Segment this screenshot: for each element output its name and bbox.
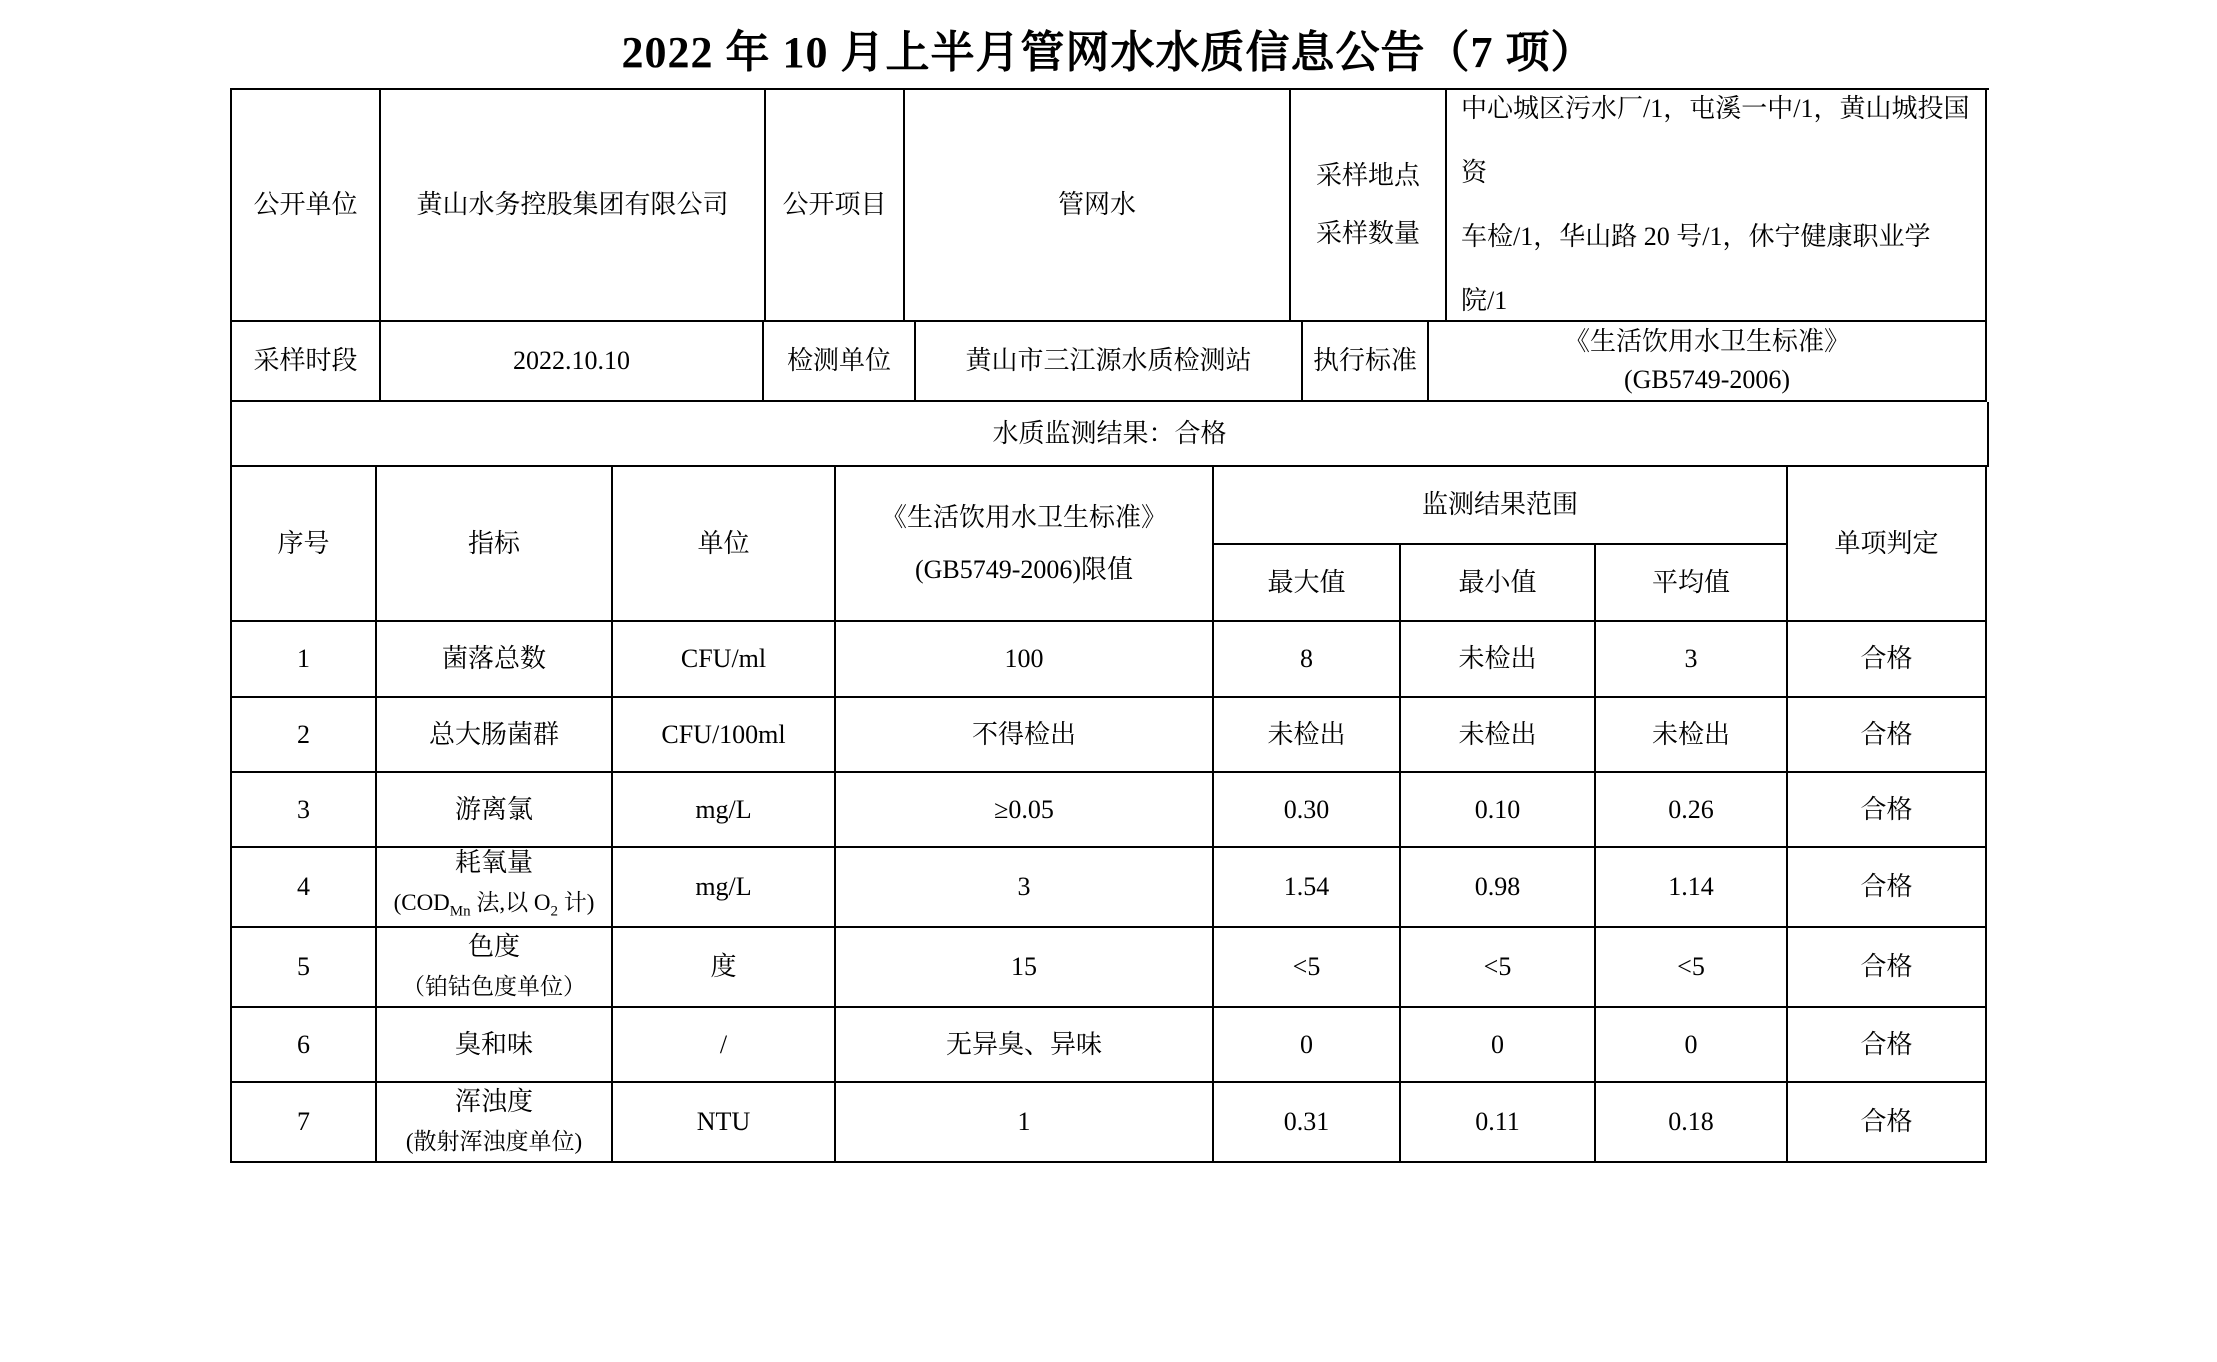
cell-min: 未检出 bbox=[1401, 622, 1596, 698]
indicator-line2: ($COD_{Mn}$ 法,以 $O_2$ 计) bbox=[393, 889, 595, 920]
indicator-line2: (散射浑浊度单位) bbox=[405, 1129, 583, 1154]
cell-judgement: 合格 bbox=[1788, 848, 1987, 928]
cell-limit: ≥0.05 bbox=[836, 773, 1214, 848]
table-row bbox=[232, 773, 1989, 848]
table-row bbox=[232, 928, 1989, 1008]
cell-avg: 0.18 bbox=[1596, 1083, 1788, 1163]
cell-min: 0.98 bbox=[1401, 848, 1596, 928]
cell-seq: 6 bbox=[232, 1008, 377, 1083]
cell-max: 8 bbox=[1214, 622, 1401, 698]
cell-avg: 0 bbox=[1596, 1008, 1788, 1083]
cell-unit: NTU bbox=[613, 1083, 836, 1163]
standard-value bbox=[1429, 322, 1987, 402]
info-row-1 bbox=[232, 90, 1989, 322]
header-limit-line1: 《生活饮用水卫生标准》 bbox=[880, 502, 1167, 532]
cell-limit: 15 bbox=[836, 928, 1214, 1008]
cell-limit: 无异臭、异味 bbox=[836, 1008, 1214, 1083]
cell-limit: 1 bbox=[836, 1083, 1214, 1163]
cell-min: 0.10 bbox=[1401, 773, 1596, 848]
cell-judgement: 合格 bbox=[1788, 928, 1987, 1008]
cell-seq: 3 bbox=[232, 773, 377, 848]
cell-seq: 2 bbox=[232, 698, 377, 773]
cell-seq: 7 bbox=[232, 1083, 377, 1163]
sampling-value-line1: 中心城区污水厂/1，屯溪一中/1，黄山城投国资 bbox=[1461, 94, 1970, 187]
cell-judgement: 合格 bbox=[1788, 1008, 1987, 1083]
cell-unit: mg/L bbox=[613, 848, 836, 928]
cell-avg: 0.26 bbox=[1596, 773, 1788, 848]
info-row-2 bbox=[232, 322, 1989, 402]
cell-unit: 度 bbox=[613, 928, 836, 1008]
sampling-value-line2: 车检/1，华山路 20 号/1，休宁健康职业学院/1 bbox=[1461, 222, 1931, 315]
cell-limit: 100 bbox=[836, 622, 1214, 698]
standard-value-line1: 《生活饮用水卫生标准》 bbox=[1563, 327, 1850, 356]
cell-max: 1.54 bbox=[1214, 848, 1401, 928]
sampling-period-label: 采样时段 bbox=[232, 322, 381, 402]
cell-limit: 不得检出 bbox=[836, 698, 1214, 773]
cell-judgement: 合格 bbox=[1788, 622, 1987, 698]
cell-limit: 3 bbox=[836, 848, 1214, 928]
cell-indicator: 菌落总数 bbox=[377, 622, 613, 698]
cell-indicator bbox=[377, 928, 613, 1008]
cell-unit: CFU/100ml bbox=[613, 698, 836, 773]
cell-seq: 4 bbox=[232, 848, 377, 928]
sampling-value bbox=[1447, 90, 1987, 322]
cell-judgement: 合格 bbox=[1788, 1083, 1987, 1163]
open-item-label: 公开项目 bbox=[766, 90, 905, 322]
cell-max: <5 bbox=[1214, 928, 1401, 1008]
table-row bbox=[232, 848, 1989, 928]
standard-label: 执行标准 bbox=[1303, 322, 1429, 402]
cell-min: 0.11 bbox=[1401, 1083, 1596, 1163]
cell-seq: 1 bbox=[232, 622, 377, 698]
cell-unit: mg/L bbox=[613, 773, 836, 848]
indicator-line1: 浑浊度 bbox=[454, 1087, 533, 1116]
sampling-label bbox=[1291, 90, 1447, 322]
document-title: 2022 年 10 月上半月管网水水质信息公告（7 项） bbox=[621, 28, 1596, 77]
table-header bbox=[232, 467, 1989, 622]
header-limit-line2: (GB5749-2006)限值 bbox=[914, 554, 1134, 584]
cell-avg: 未检出 bbox=[1596, 698, 1788, 773]
cell-indicator: 总大肠菌群 bbox=[377, 698, 613, 773]
header-avg: 平均值 bbox=[1596, 545, 1788, 622]
cell-indicator: 臭和味 bbox=[377, 1008, 613, 1083]
cell-avg: <5 bbox=[1596, 928, 1788, 1008]
sampling-label-line2: 采样数量 bbox=[1315, 219, 1420, 248]
cell-indicator: 游离氯 bbox=[377, 773, 613, 848]
header-min: 最小值 bbox=[1401, 545, 1596, 622]
open-unit-label: 公开单位 bbox=[232, 90, 381, 322]
test-unit-label: 检测单位 bbox=[764, 322, 916, 402]
cell-seq: 5 bbox=[232, 928, 377, 1008]
header-seq: 序号 bbox=[232, 467, 377, 622]
cell-indicator bbox=[377, 848, 613, 928]
header-limit bbox=[836, 467, 1214, 622]
indicator-line1: 色度 bbox=[467, 932, 520, 961]
cell-max: 0.30 bbox=[1214, 773, 1401, 848]
cell-judgement: 合格 bbox=[1788, 698, 1987, 773]
cell-unit: CFU/ml bbox=[613, 622, 836, 698]
table-row bbox=[232, 1008, 1989, 1083]
header-max: 最大值 bbox=[1214, 545, 1401, 622]
open-unit-value: 黄山水务控股集团有限公司 bbox=[381, 90, 766, 322]
cell-max: 0 bbox=[1214, 1008, 1401, 1083]
announcement-table bbox=[230, 88, 1989, 1163]
cell-min: 未检出 bbox=[1401, 698, 1596, 773]
cell-avg: 1.14 bbox=[1596, 848, 1788, 928]
header-range-group-wrap bbox=[1214, 467, 1788, 622]
result-banner-row bbox=[232, 402, 1989, 467]
cell-min: <5 bbox=[1401, 928, 1596, 1008]
cell-min: 0 bbox=[1401, 1008, 1596, 1083]
test-unit-value: 黄山市三江源水质检测站 bbox=[916, 322, 1303, 402]
header-unit: 单位 bbox=[613, 467, 836, 622]
table-row bbox=[232, 622, 1989, 698]
cell-max: 0.31 bbox=[1214, 1083, 1401, 1163]
result-banner: 水质监测结果：合格 bbox=[232, 402, 1989, 467]
cell-indicator bbox=[377, 1083, 613, 1163]
header-range-subrow bbox=[1214, 545, 1788, 622]
open-item-value: 管网水 bbox=[905, 90, 1291, 322]
header-range-group: 监测结果范围 bbox=[1214, 467, 1788, 545]
cell-max: 未检出 bbox=[1214, 698, 1401, 773]
table-row bbox=[232, 698, 1989, 773]
table-row bbox=[232, 1083, 1989, 1163]
indicator-line1: 耗氧量 bbox=[454, 847, 533, 877]
header-judgement: 单项判定 bbox=[1788, 467, 1987, 622]
indicator-line2: （铂钴色度单位） bbox=[402, 974, 586, 999]
cell-judgement: 合格 bbox=[1788, 773, 1987, 848]
sampling-period-value: 2022.10.10 bbox=[381, 322, 764, 402]
sampling-label-line1: 采样地点 bbox=[1315, 161, 1420, 190]
standard-value-line2: (GB5749-2006) bbox=[1623, 365, 1791, 394]
header-indicator: 指标 bbox=[377, 467, 613, 622]
cell-avg: 3 bbox=[1596, 622, 1788, 698]
cell-unit: / bbox=[613, 1008, 836, 1083]
